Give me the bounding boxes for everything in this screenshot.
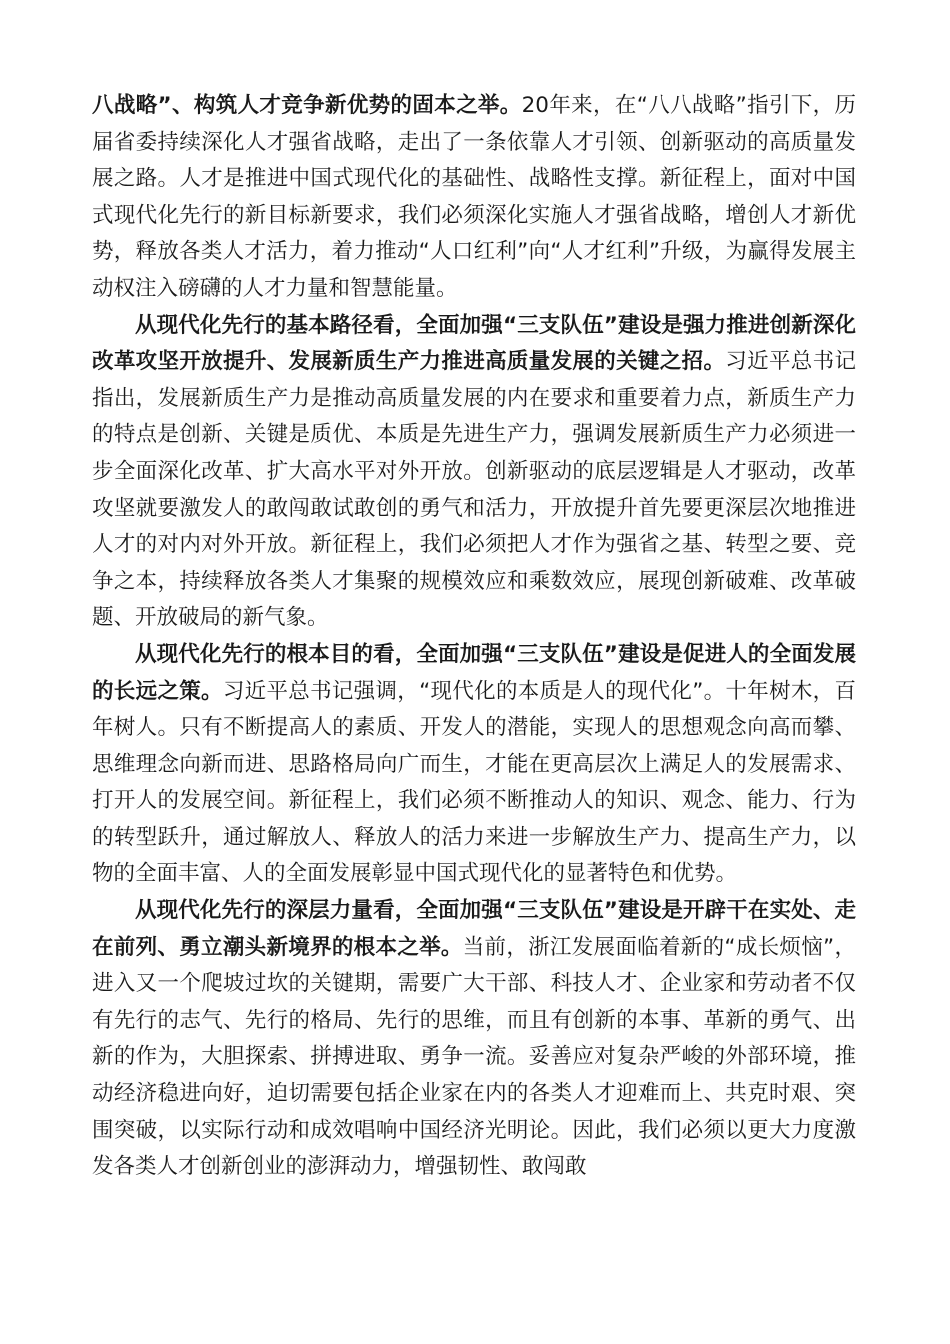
paragraph-4 bbox=[92, 893, 856, 1186]
paragraph-4-lead: 从现代化先行的深层力量看，全面加强“三支队伍”建设是开辟干在实处、走在前列、勇立潮头新境界的根本之举。 bbox=[92, 898, 856, 960]
paragraph-4-body: 当前，浙江发展面临着新的“成长烦恼”，进入又一个爬坡过坎的关键期，需要广大干部、科技人才、企业家和劳动者不仅有先行的志气、先行的格局、先行的思维，而且有创新的本事、革新的勇气、出新的作为，大胆探索、拼搏进取、勇争一流。妥善应对复杂严峻的外部环境，推动经济稳进向好，迫切需要包括企业家在内的各类人才迎难而上、共克时艰、突围突破，以实际行动和成效唱响中国经济光明论。因此，我们必须以更大力度激发各类人才创新创业的澎湃动力，增强韧性、敢闯敢 bbox=[92, 934, 856, 1180]
paragraph-2 bbox=[92, 308, 856, 637]
document-page bbox=[92, 88, 856, 1186]
paragraph-1 bbox=[92, 88, 856, 308]
paragraph-2-lead: 从现代化先行的基本路径看，全面加强“三支队伍”建设是强力推进创新深化改革攻坚开放提升、发展新质生产力推进高质量发展的关键之招。 bbox=[92, 312, 856, 375]
paragraph-1-lead: 八战略”、构筑人才竞争新优势的固本之举。 bbox=[92, 93, 522, 118]
paragraph-1-body: 20年来，在“八八战略”指引下，历届省委持续深化人才强省战略，走出了一条依靠人才引领、创新驱动的高质量发展之路。人才是推进中国式现代化的基础性、战略性支撑。新征程上，面对中国式现代化先行的新目标新要求，我们必须深化实施人才强省战略，增创人才新优势，释放各类人才活力，着力推动“人口红利”向“人才红利”升级，为赢得发展主动权注入磅礴的人才力量和智慧能量。 bbox=[92, 93, 856, 301]
paragraph-2-body: 习近平总书记指出，发展新质生产力是推动高质量发展的内在要求和重要着力点，新质生产力的特点是创新、关键是质优、本质是先进生产力，强调发展新质生产力必须进一步全面深化改革、扩大高水平对外开放。创新驱动的底层逻辑是人才驱动，改革攻坚就要激发人的敢闯敢试敢创的勇气和活力，开放提升首先要更深层次地推进人才的对内对外开放。新征程上，我们必须把人才作为强省之基、转型之要、竞争之本，持续释放各类人才集聚的规模效应和乘数效应，展现创新破难、改革破题、开放破局的新气象。 bbox=[92, 349, 856, 631]
paragraph-3-body: 习近平总书记强调，“现代化的本质是人的现代化”。十年树木，百年树人。只有不断提高人的素质、开发人的潜能，实现人的思想观念向高而攀、思维理念向新而进、思路格局向广而生，才能在更高层次上满足人的发展需求、打开人的发展空间。新征程上，我们必须不断推动人的知识、观念、能力、行为的转型跃升，通过解放人、释放人的活力来进一步解放生产力、提高生产力，以物的全面丰富、人的全面发展彰显中国式现代化的显著特色和优势。 bbox=[92, 678, 856, 887]
paragraph-3 bbox=[92, 637, 856, 893]
paragraph-3-lead: 从现代化先行的根本目的看，全面加强“三支队伍”建设是促进人的全面发展的长远之策。 bbox=[92, 641, 856, 704]
